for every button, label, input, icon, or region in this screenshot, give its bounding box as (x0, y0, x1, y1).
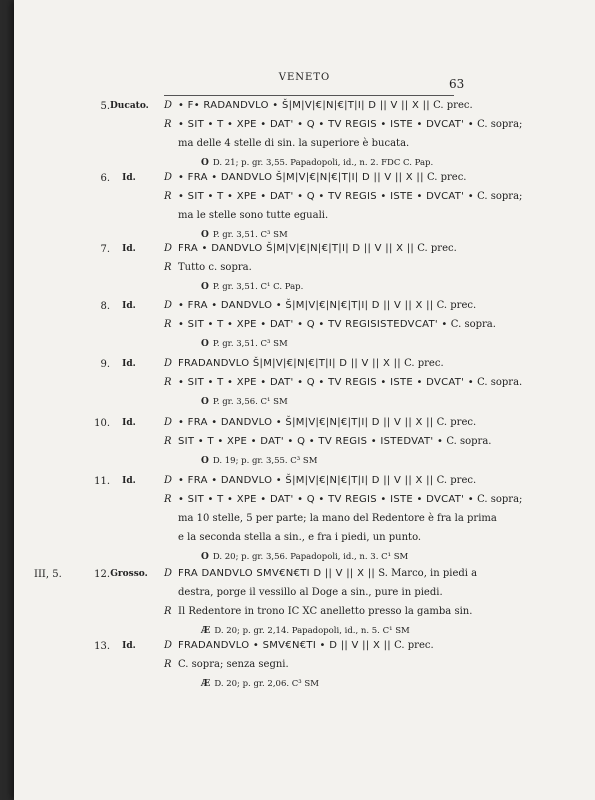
entry-line (201, 281, 303, 292)
coin-legend: • FRA • DANDVLO • Š|M|V|€|N|€|T|I| D || V || X || (178, 475, 434, 486)
metal-symbol: O (201, 339, 209, 349)
reference-text: P. gr. 3,51. C³ SM (212, 339, 288, 349)
entry-line (164, 172, 466, 183)
description-text: ma le stelle sono tutte eguali. (178, 210, 329, 221)
metal-symbol: Æ (201, 626, 211, 636)
entry-line (164, 513, 497, 524)
entry-number: 6. (100, 173, 110, 184)
reverse-marker: R (164, 606, 172, 617)
obverse-marker: D (164, 358, 173, 369)
entry-line (164, 100, 473, 111)
running-header: VENETO (278, 72, 331, 83)
entry-line (164, 494, 522, 505)
entry-number: 9. (100, 359, 110, 370)
coin-denomination: Id. (122, 641, 136, 651)
metal-symbol: O (201, 230, 209, 240)
entry-line (164, 568, 477, 579)
obverse-marker: D (164, 300, 173, 311)
metal-symbol: O (201, 456, 209, 466)
description-text: Tutto c. sopra. (178, 262, 252, 273)
metal-symbol: O (201, 552, 209, 562)
coin-denomination: Id. (122, 301, 136, 311)
entry-number: 13. (94, 641, 110, 652)
description-text: C. sopra. (473, 377, 523, 388)
entry-line (164, 659, 289, 670)
description-text: C. prec. (429, 100, 473, 111)
catalogue-entry (14, 300, 595, 365)
reverse-marker: R (164, 659, 172, 670)
entry-line (164, 532, 421, 543)
description-text: C. sopra; (473, 494, 523, 505)
entry-line (201, 338, 288, 349)
catalogue-entry (14, 243, 595, 308)
obverse-marker: D (164, 243, 173, 254)
entry-number: 10. (94, 418, 110, 429)
coin-legend: • SIT • T • XPE • DAT' • Q • TV REGIS • ISTE • DVCAT' • (178, 119, 474, 130)
entry-line (201, 396, 288, 407)
entry-line (201, 625, 410, 636)
entry-line (164, 300, 476, 311)
description-text: C. prec. (400, 358, 444, 369)
metal-symbol: O (201, 158, 209, 168)
coin-denomination: Id. (122, 173, 136, 183)
coin-denomination: Grosso. (110, 569, 148, 579)
coin-legend: FRADANDVLO Š|M|V|€|N|€|T|I| D || V || X || (178, 358, 401, 369)
reverse-marker: R (164, 436, 172, 447)
metal-symbol: O (201, 282, 209, 292)
description-text: C. sopra; (473, 119, 523, 130)
entry-line (201, 455, 317, 466)
reverse-marker: R (164, 494, 172, 505)
metal-symbol: Æ (201, 679, 211, 689)
coin-denomination: Id. (122, 359, 136, 369)
entry-line (201, 678, 319, 689)
coin-legend: • F• RADANDVLO • Š|M|V|€|N|€|T|I| D || V || X || (178, 100, 430, 111)
entry-line (164, 377, 522, 388)
reference-text: P. gr. 3,51. C¹ C. Pap. (212, 282, 304, 292)
catalogue-entry (14, 358, 595, 423)
description-text: C. prec. (423, 172, 467, 183)
description-text: destra, porge il vessillo al Doge a sin., pure in piedi. (178, 587, 443, 598)
reference-text: D. 19; p. gr. 3,55. C³ SM (212, 456, 318, 466)
coin-legend: • SIT • T • XPE • DAT' • Q • TV REGIS • ISTE • DVCAT' • (178, 377, 474, 388)
obverse-marker: D (164, 172, 173, 183)
reference-text: D. 21; p. gr. 3,55. Papadopoli, id., n. 2. FDC C. Pap. (212, 158, 434, 168)
description-text: C. prec. (433, 300, 477, 311)
entry-line (164, 191, 522, 202)
entry-line (164, 606, 472, 617)
entry-number: 8. (100, 301, 110, 312)
entry-number: 5. (100, 101, 110, 112)
description-text: S. Marco, in piedi a (375, 568, 478, 579)
obverse-marker: D (164, 568, 173, 579)
reverse-marker: R (164, 319, 172, 330)
coin-legend: • SIT • T • XPE • DAT' • Q • TV REGISISTEDVCAT' • (178, 319, 448, 330)
entry-line (164, 243, 457, 254)
coin-denomination: Ducato. (110, 101, 149, 111)
obverse-marker: D (164, 100, 173, 111)
entry-line (164, 210, 328, 221)
description-text: Il Redentore in trono IC XC anelletto presso la gamba sin. (178, 606, 473, 617)
description-text: C. prec. (390, 640, 434, 651)
reverse-marker: R (164, 119, 172, 130)
description-text: C. prec. (433, 417, 477, 428)
page-number: 63 (449, 77, 465, 91)
description-text: C. sopra; senza segni. (178, 659, 289, 670)
coin-denomination: Id. (122, 476, 136, 486)
entry-number: 7. (100, 244, 110, 255)
entry-number: 12. (94, 569, 110, 580)
reference-text: D. 20; p. gr. 3,56. Papadopoli, id., n. 3. C¹ SM (212, 552, 409, 562)
coin-legend: • FRA • DANDVLO • Š|M|V|€|N|€|T|I| D || V || X || (178, 417, 434, 428)
catalogue-entry (14, 640, 595, 705)
entry-line (164, 138, 409, 149)
coin-legend: FRA DANDVLO SMV€N€TI D || V || X || (178, 568, 376, 579)
entry-line (164, 436, 491, 447)
plate-reference: III, 5. (34, 569, 62, 580)
reverse-marker: R (164, 191, 172, 202)
entry-line (164, 319, 496, 330)
entry-number: 11. (94, 476, 110, 487)
coin-denomination: Id. (122, 418, 136, 428)
catalogue-entry (14, 417, 595, 482)
description-text: C. sopra. (443, 436, 492, 447)
entry-line (164, 119, 522, 130)
coin-denomination: Id. (122, 244, 136, 254)
catalogue-entry (14, 475, 595, 578)
description-text: C. prec. (414, 243, 457, 254)
entry-line (164, 587, 443, 598)
coin-legend: • FRA • DANDVLO • Š|M|V|€|N|€|T|I| D || V || X || (178, 300, 434, 311)
description-text: ma 10 stelle, 5 per parte; la mano del Redentore è fra la prima (178, 513, 497, 524)
reverse-marker: R (164, 377, 172, 388)
coin-legend: FRA • DANDVLO Š|M|V|€|N|€|T|I| D || V || X || (178, 243, 415, 254)
coin-legend: FRADANDVLO • SMV€N€TI • D || V || X || (178, 640, 391, 651)
entry-line (164, 262, 252, 273)
entry-line (201, 229, 288, 240)
obverse-marker: D (164, 417, 173, 428)
metal-symbol: O (201, 397, 209, 407)
coin-legend: SIT • T • XPE • DAT' • Q • TV REGIS • ISTEDVAT' • (178, 436, 444, 447)
reference-text: P. gr. 3,56. C¹ SM (212, 397, 288, 407)
reference-text: D. 20; p. gr. 2,14. Papadopoli, id., n. 5. C¹ SM (214, 626, 410, 636)
entry-line (201, 551, 408, 562)
reverse-marker: R (164, 262, 172, 273)
entry-line (201, 157, 433, 168)
entry-line (164, 417, 476, 428)
obverse-marker: D (164, 475, 173, 486)
entry-line (164, 358, 444, 369)
document-page (14, 0, 595, 800)
entry-line (164, 640, 434, 651)
entry-line (164, 475, 476, 486)
coin-legend: • SIT • T • XPE • DAT' • Q • TV REGIS • ISTE • DVCAT' • (178, 191, 474, 202)
description-text: ma delle 4 stelle di sin. la superiore è bucata. (178, 138, 410, 149)
header-rule (164, 95, 454, 96)
description-text: C. sopra. (447, 319, 496, 330)
coin-legend: • SIT • T • XPE • DAT' • Q • TV REGIS • ISTE • DVCAT' • (178, 494, 474, 505)
description-text: e la seconda stella a sin., e fra i piedi, un punto. (178, 532, 422, 543)
description-text: C. prec. (433, 475, 477, 486)
obverse-marker: D (164, 640, 173, 651)
description-text: C. sopra; (473, 191, 523, 202)
reference-text: D. 20; p. gr. 2,06. C³ SM (214, 679, 319, 689)
coin-legend: • FRA • DANDVLO Š|M|V|€|N|€|T|I| D || V || X || (178, 172, 424, 183)
reference-text: P. gr. 3,51. C³ SM (212, 230, 288, 240)
